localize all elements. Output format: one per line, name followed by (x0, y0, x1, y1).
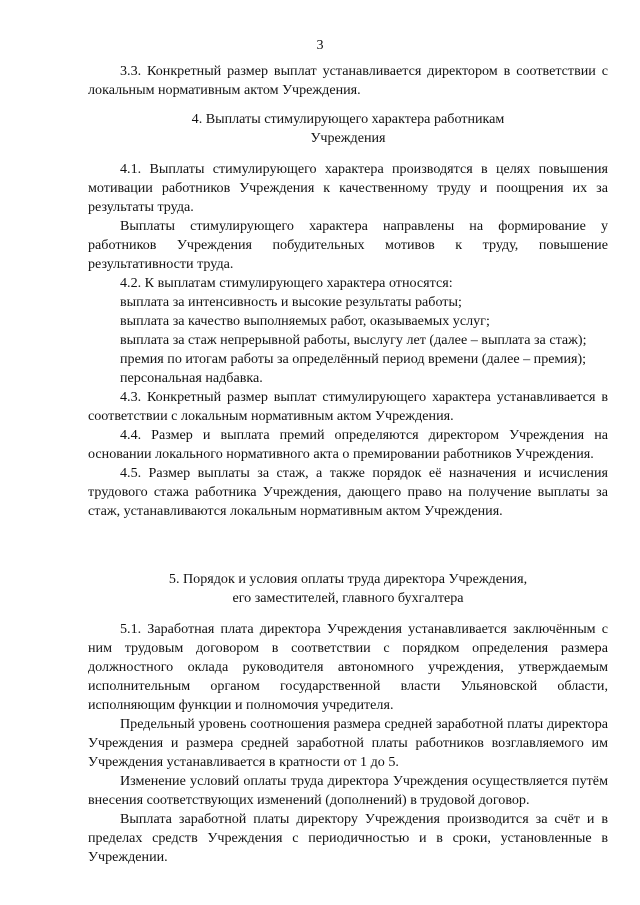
paragraph-5-1-ratio: Предельный уровень соотношения размера средней заработной платы директора Учреждения и размера средней заработной платы работников возглавляемого им Учреждения устанавливается в кратности от 1 до 5. (88, 716, 608, 770)
section-5-heading-line1: 5. Порядок и условия оплаты труда директора Учреждения, (168, 571, 528, 587)
list-item-4-2-personal: персональная надбавка. (120, 370, 263, 386)
page-number: 3 (316, 37, 324, 53)
paragraph-5-1-changes: Изменение условий оплаты труда директора Учреждения осуществляется путём внесения соответствующих изменений (дополнений) в трудовой договор. (88, 773, 608, 808)
list-item-4-2-bonus: премия по итогам работы за определённый период времени (далее – премия); (120, 351, 587, 367)
section-5-body (88, 620, 608, 867)
paragraph-4-5: 4.5. Размер выплаты за стаж, а также порядок её назначения и исчисления трудового стажа работника Учреждения, дающего право на получение выплаты за стаж, устанавливаются локальным нормативным актом Учреждения. (88, 465, 608, 519)
clause-3-3 (88, 62, 608, 100)
paragraph-3-3: 3.3. Конкретный размер выплат устанавливается директором в соответствии с локальным нормативным актом Учреждения. (88, 63, 608, 98)
paragraph-4-1: 4.1. Выплаты стимулирующего характера производятся в целях повышения мотивации работников Учреждения к качественному труду и поощрения их за результаты труда. (88, 161, 608, 215)
paragraph-4-4: 4.4. Размер и выплата премий определяются директором Учреждения на основании локального нормативного акта о премировании работников Учреждения. (88, 427, 608, 462)
section-4-heading-line2: Учреждения (310, 130, 386, 146)
paragraph-5-1-payment: Выплата заработной платы директору Учреждения производится за счёт и в пределах средств Учреждения с периодичностью и в сроки, установленные в Учреждении. (88, 811, 608, 865)
section-4-heading (88, 110, 608, 148)
paragraph-5-1: 5.1. Заработная плата директора Учреждения устанавливается заключённым с ним трудовым договором в соответствии с порядком определения размера должностного оклада руководителя автономного учреждения, утверждаемым исполнительным органом государственной власти Ульяновской области, исполняющим функции и полномочия учредителя. (88, 621, 608, 713)
section-5-heading-line2: его заместителей, главного бухгалтера (232, 590, 464, 606)
section-4-heading-line1: 4. Выплаты стимулирующего характера работникам (191, 111, 505, 127)
section-5-heading (88, 570, 608, 608)
paragraph-4-2: 4.2. К выплатам стимулирующего характера относятся: (120, 275, 453, 291)
list-item-4-2-intensity: выплата за интенсивность и высокие результаты работы; (120, 294, 462, 310)
paragraph-4-3: 4.3. Конкретный размер выплат стимулирующего характера устанавливается в соответствии с локальным нормативным актом Учреждения. (88, 389, 608, 424)
section-4-body (88, 160, 608, 521)
paragraph-4-1-purpose: Выплаты стимулирующего характера направлены на формирование у работников Учреждения побудительных мотивов к труду, повышение результативности труда. (88, 218, 608, 272)
list-item-4-2-quality: выплата за качество выполняемых работ, оказываемых услуг; (120, 313, 490, 329)
list-item-4-2-seniority: выплата за стаж непрерывной работы, выслугу лет (далее – выплата за стаж); (120, 332, 587, 348)
